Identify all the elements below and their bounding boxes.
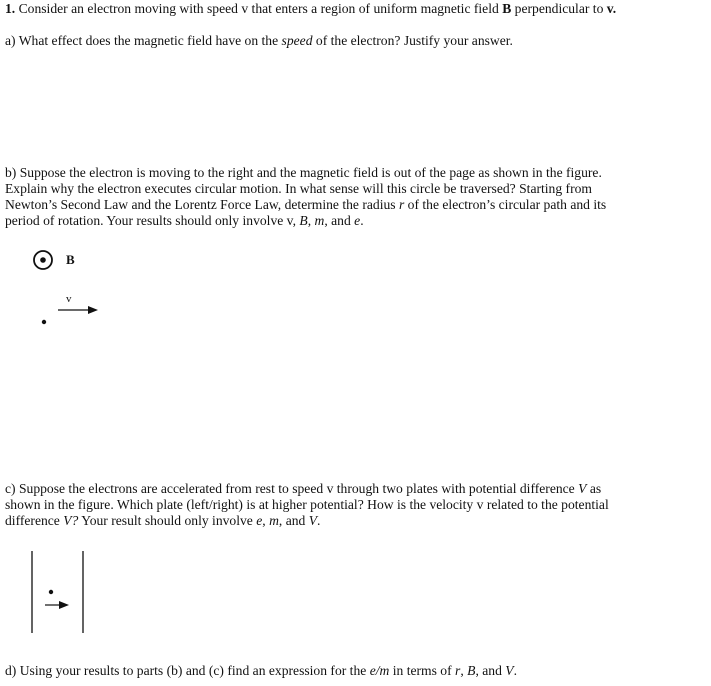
part-c-line-3-end: . xyxy=(317,513,321,528)
part-d-end: . xyxy=(513,663,517,678)
velocity-label-v: v xyxy=(66,293,72,305)
field-label-B: B xyxy=(66,252,75,267)
part-c-symbol-V-2: V xyxy=(308,513,318,528)
part-b-line-2 xyxy=(5,181,696,197)
part-b-line-4-end: . xyxy=(360,213,364,228)
part-b-sep-1: , xyxy=(307,213,315,228)
part-d-sep-2: , and xyxy=(475,663,506,678)
circle-dot-icon xyxy=(34,251,52,269)
dot-icon xyxy=(49,590,53,594)
part-b-line-4-text: period of rotation. Your results should only involve v, xyxy=(5,213,300,228)
dot-icon xyxy=(42,320,46,324)
part-d-symbol-V: V xyxy=(505,663,514,678)
part-c-line-1 xyxy=(5,481,696,497)
part-c-line-2 xyxy=(5,497,696,513)
part-c-line-3-text-1: difference xyxy=(5,513,64,528)
part-b-radius-symbol: r xyxy=(398,197,405,212)
part-c-line-1-text-2: as xyxy=(586,481,602,496)
part-d-sep-1: , xyxy=(460,663,468,678)
part-c-line-3-text-2: Your result should only involve xyxy=(78,513,257,528)
part-c-symbol-m: m xyxy=(269,513,279,528)
question-stem-B: B xyxy=(502,1,512,16)
part-b-line-4 xyxy=(5,213,364,229)
parallel-plates-figure xyxy=(25,548,95,638)
part-d-symbol-r: r xyxy=(455,663,461,678)
part-a-text-2: of the electron? Justify your answer. xyxy=(312,33,513,48)
part-c-line-3 xyxy=(5,513,320,529)
question-stem xyxy=(5,1,616,17)
part-d-symbol-B: B xyxy=(467,663,476,678)
question-number: 1. xyxy=(5,1,16,16)
question-stem-text-1: Consider an electron moving with speed v that enters a region of uniform magnetic field xyxy=(18,1,503,16)
part-c-symbol-V-question: V? xyxy=(63,513,79,528)
part-b-line-1 xyxy=(5,165,696,181)
part-b-line-1-text: b) Suppose the electron is moving to the right and the magnetic field is out of the page as shown in the figure. xyxy=(5,165,602,180)
part-b-line-3-text-2: of the electron’s circular path and its xyxy=(404,197,607,212)
right-arrow-icon xyxy=(45,601,69,609)
part-d-question xyxy=(5,663,517,679)
part-a-text-1: a) What effect does the magnetic field have on the xyxy=(5,33,282,48)
part-b-sep-2: , and xyxy=(324,213,355,228)
part-d-text-2: in terms of xyxy=(389,663,456,678)
part-b-symbol-B: B xyxy=(299,213,308,228)
part-b-line-3-text-1: Newton’s Second Law and the Lorentz Force Law, determine the radius xyxy=(5,197,399,212)
part-d-ratio-symbol: e/m xyxy=(369,663,390,678)
part-c-line-1-text-1: c) Suppose the electrons are accelerated from rest to speed v through two plates with potential difference xyxy=(5,481,579,496)
part-c-symbol-V: V xyxy=(578,481,587,496)
part-b-symbol-e: e xyxy=(354,213,361,228)
part-b-line-3 xyxy=(5,197,696,213)
part-c-sep-2: , and xyxy=(278,513,309,528)
part-a-emphasis: speed xyxy=(281,33,313,48)
part-b-line-2-text: Explain why the electron executes circular motion. In what sense will this circle be traversed? Starting from xyxy=(5,181,592,196)
right-arrow-icon xyxy=(58,306,98,314)
part-c-sep-1: , xyxy=(262,513,270,528)
question-stem-v: v. xyxy=(606,1,617,16)
question-stem-text-2: perpendicular to xyxy=(511,1,607,16)
part-a-question xyxy=(5,33,513,49)
part-c-symbol-e: e xyxy=(256,513,263,528)
part-b-symbol-m: m xyxy=(314,213,325,228)
part-c-line-2-text: shown in the figure. Which plate (left/right) is at higher potential? How is the velocity v related to the potential xyxy=(5,497,609,512)
part-d-text-1: d) Using your results to parts (b) and (c) find an expression for the xyxy=(5,663,370,678)
